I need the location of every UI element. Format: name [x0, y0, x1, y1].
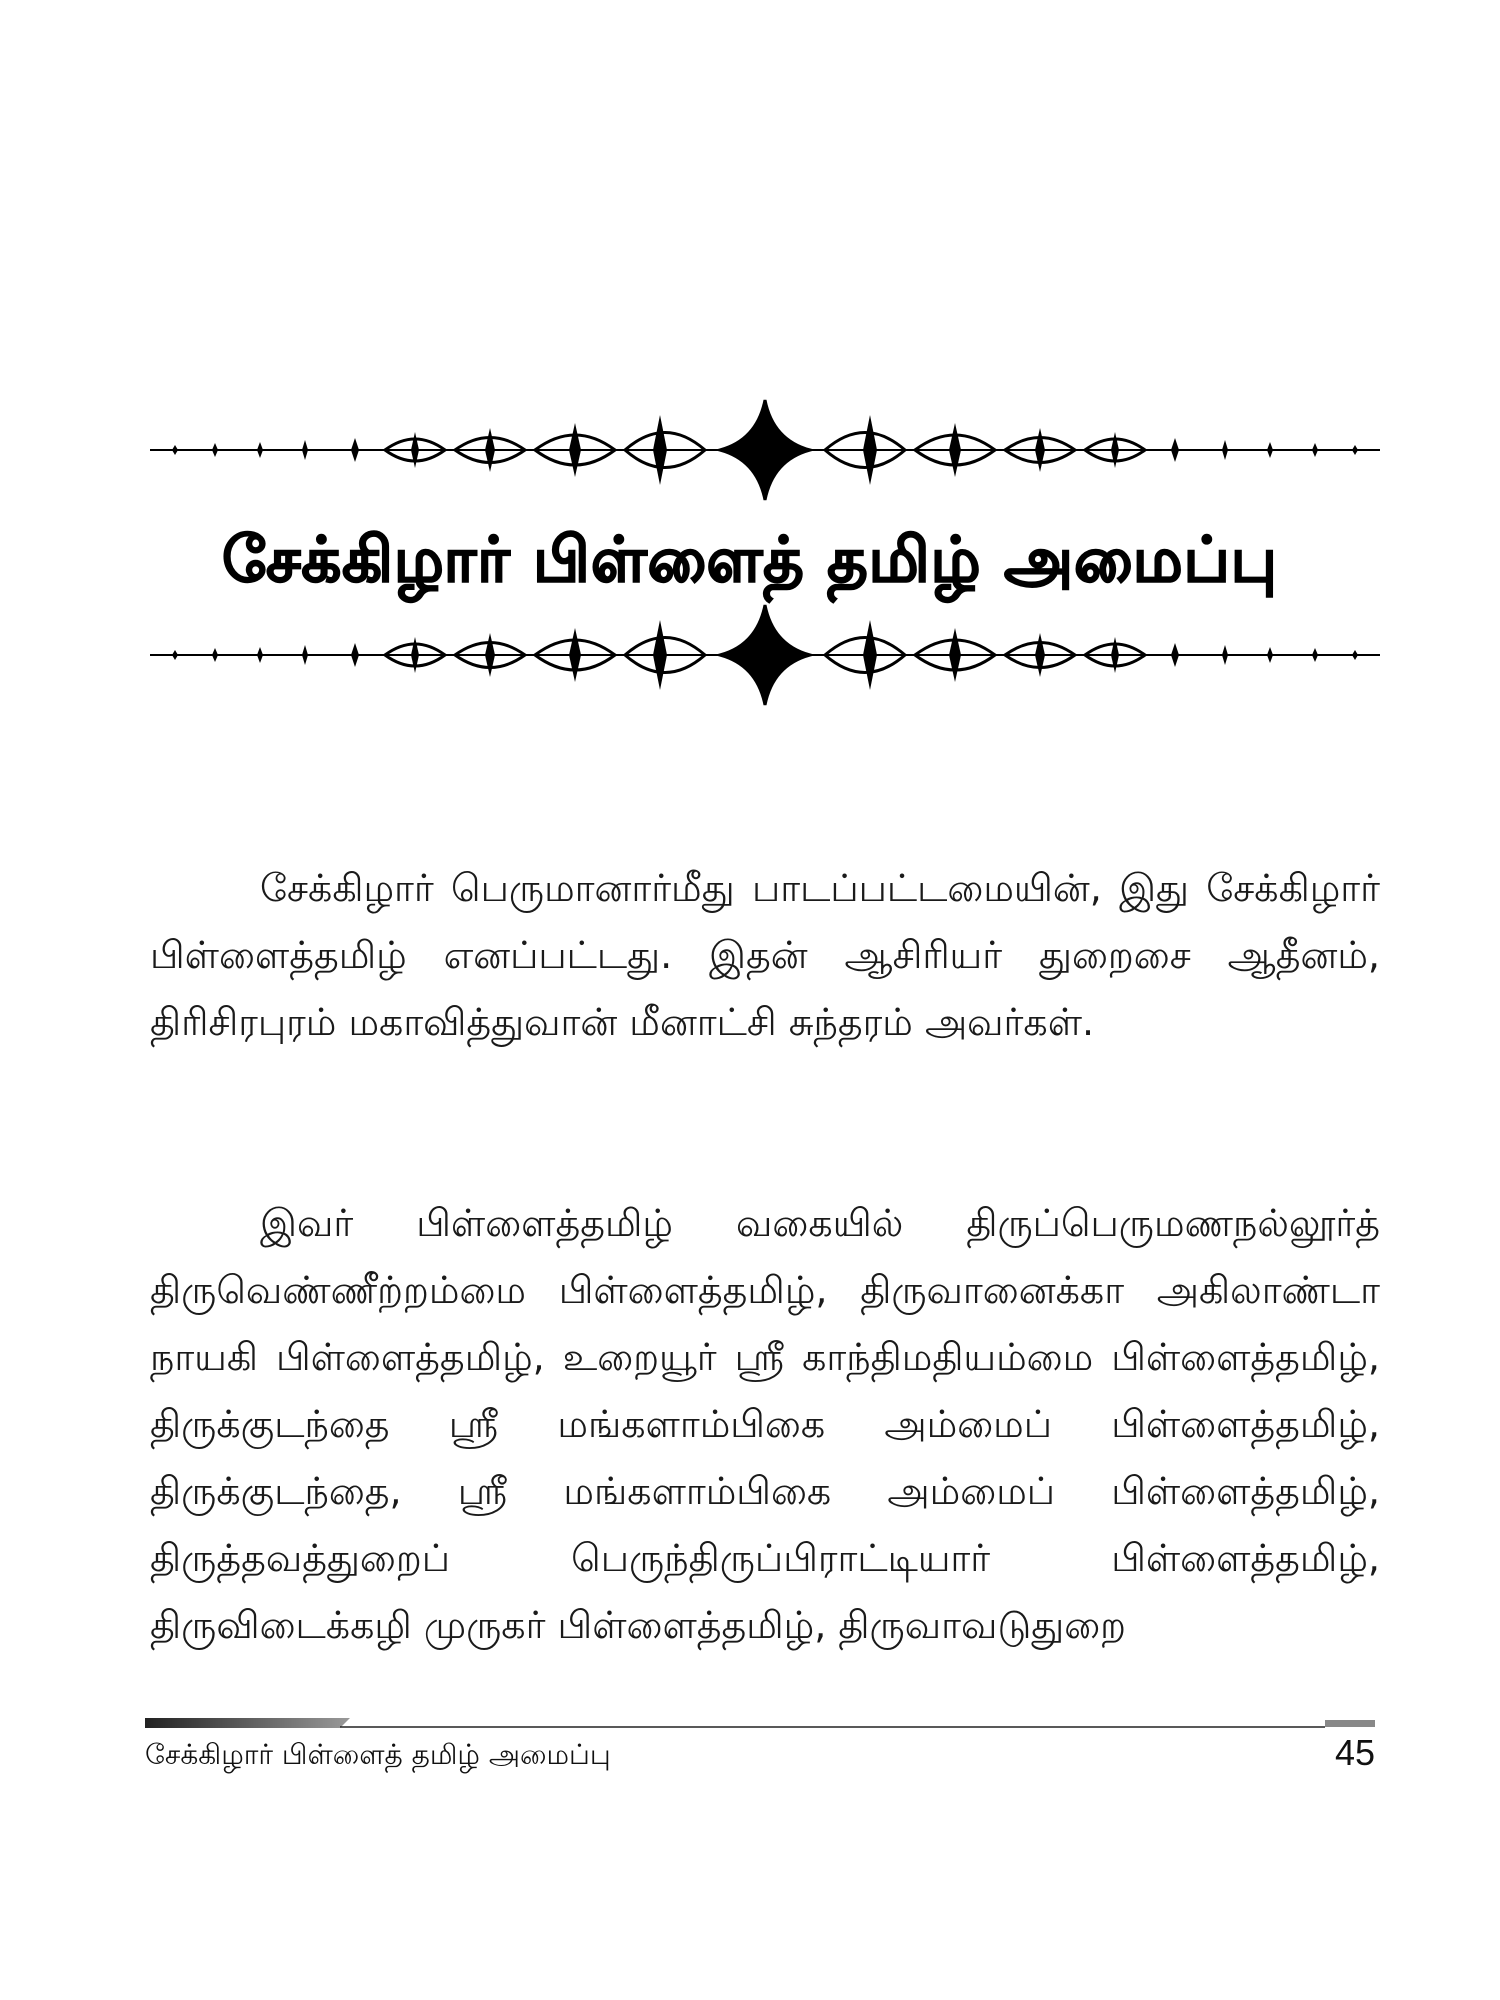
- bottom-ornament: [145, 600, 1385, 710]
- chapter-title: சேக்கிழார் பிள்ளைத் தமிழ் அமைப்பு: [222, 523, 1278, 596]
- paragraph-1: [150, 855, 1380, 1056]
- top-ornament: [145, 395, 1385, 505]
- footer-rule: [145, 1718, 1375, 1728]
- running-title: சேக்கிழார் பிள்ளைத் தமிழ் அமைப்பு: [145, 1738, 611, 1771]
- page-number: 45: [1334, 1732, 1375, 1773]
- paragraph-1-text: சேக்கிழார் பெருமானார்மீது பாடப்பட்டமையின், இது சேக்கிழார் பிள்ளைத்தமிழ் எனப்பட்டது. இதன் ஆசிரியர் துறைசை ஆதீனம், திரிசிரபுரம் மகாவித்துவான் மீனாட்சி சுந்தரம் அவர்கள்.: [150, 866, 1380, 1044]
- paragraph-2-text: இவர் பிள்ளைத்தமிழ் வகையில் திருப்பெருமணநல்லூர்த் திருவெண்ணீற்றம்மை பிள்ளைத்தமிழ், திருவானைக்கா அகிலாண்டா நாயகி பிள்ளைத்தமிழ், உறையூர் ஸ்ரீ காந்திமதியம்மை பிள்ளைத்தமிழ், திருக்குடந்தை ஸ்ரீ மங்களாம்பிகை அம்மைப் பிள்ளைத்தமிழ், திருக்குடந்தை, ஸ்ரீ மங்களாம்பிகை அம்மைப் பிள்ளைத்தமிழ், திருத்தவத்துறைப் பெருந்திருப்பிராட்டியார் பிள்ளைத்தமிழ், திருவிடைக்கழி முருகர் பிள்ளைத்தமிழ், திருவாவடுதுறை: [150, 1201, 1380, 1647]
- paragraph-2: [150, 1190, 1380, 1659]
- page-footer: [145, 1718, 1375, 1778]
